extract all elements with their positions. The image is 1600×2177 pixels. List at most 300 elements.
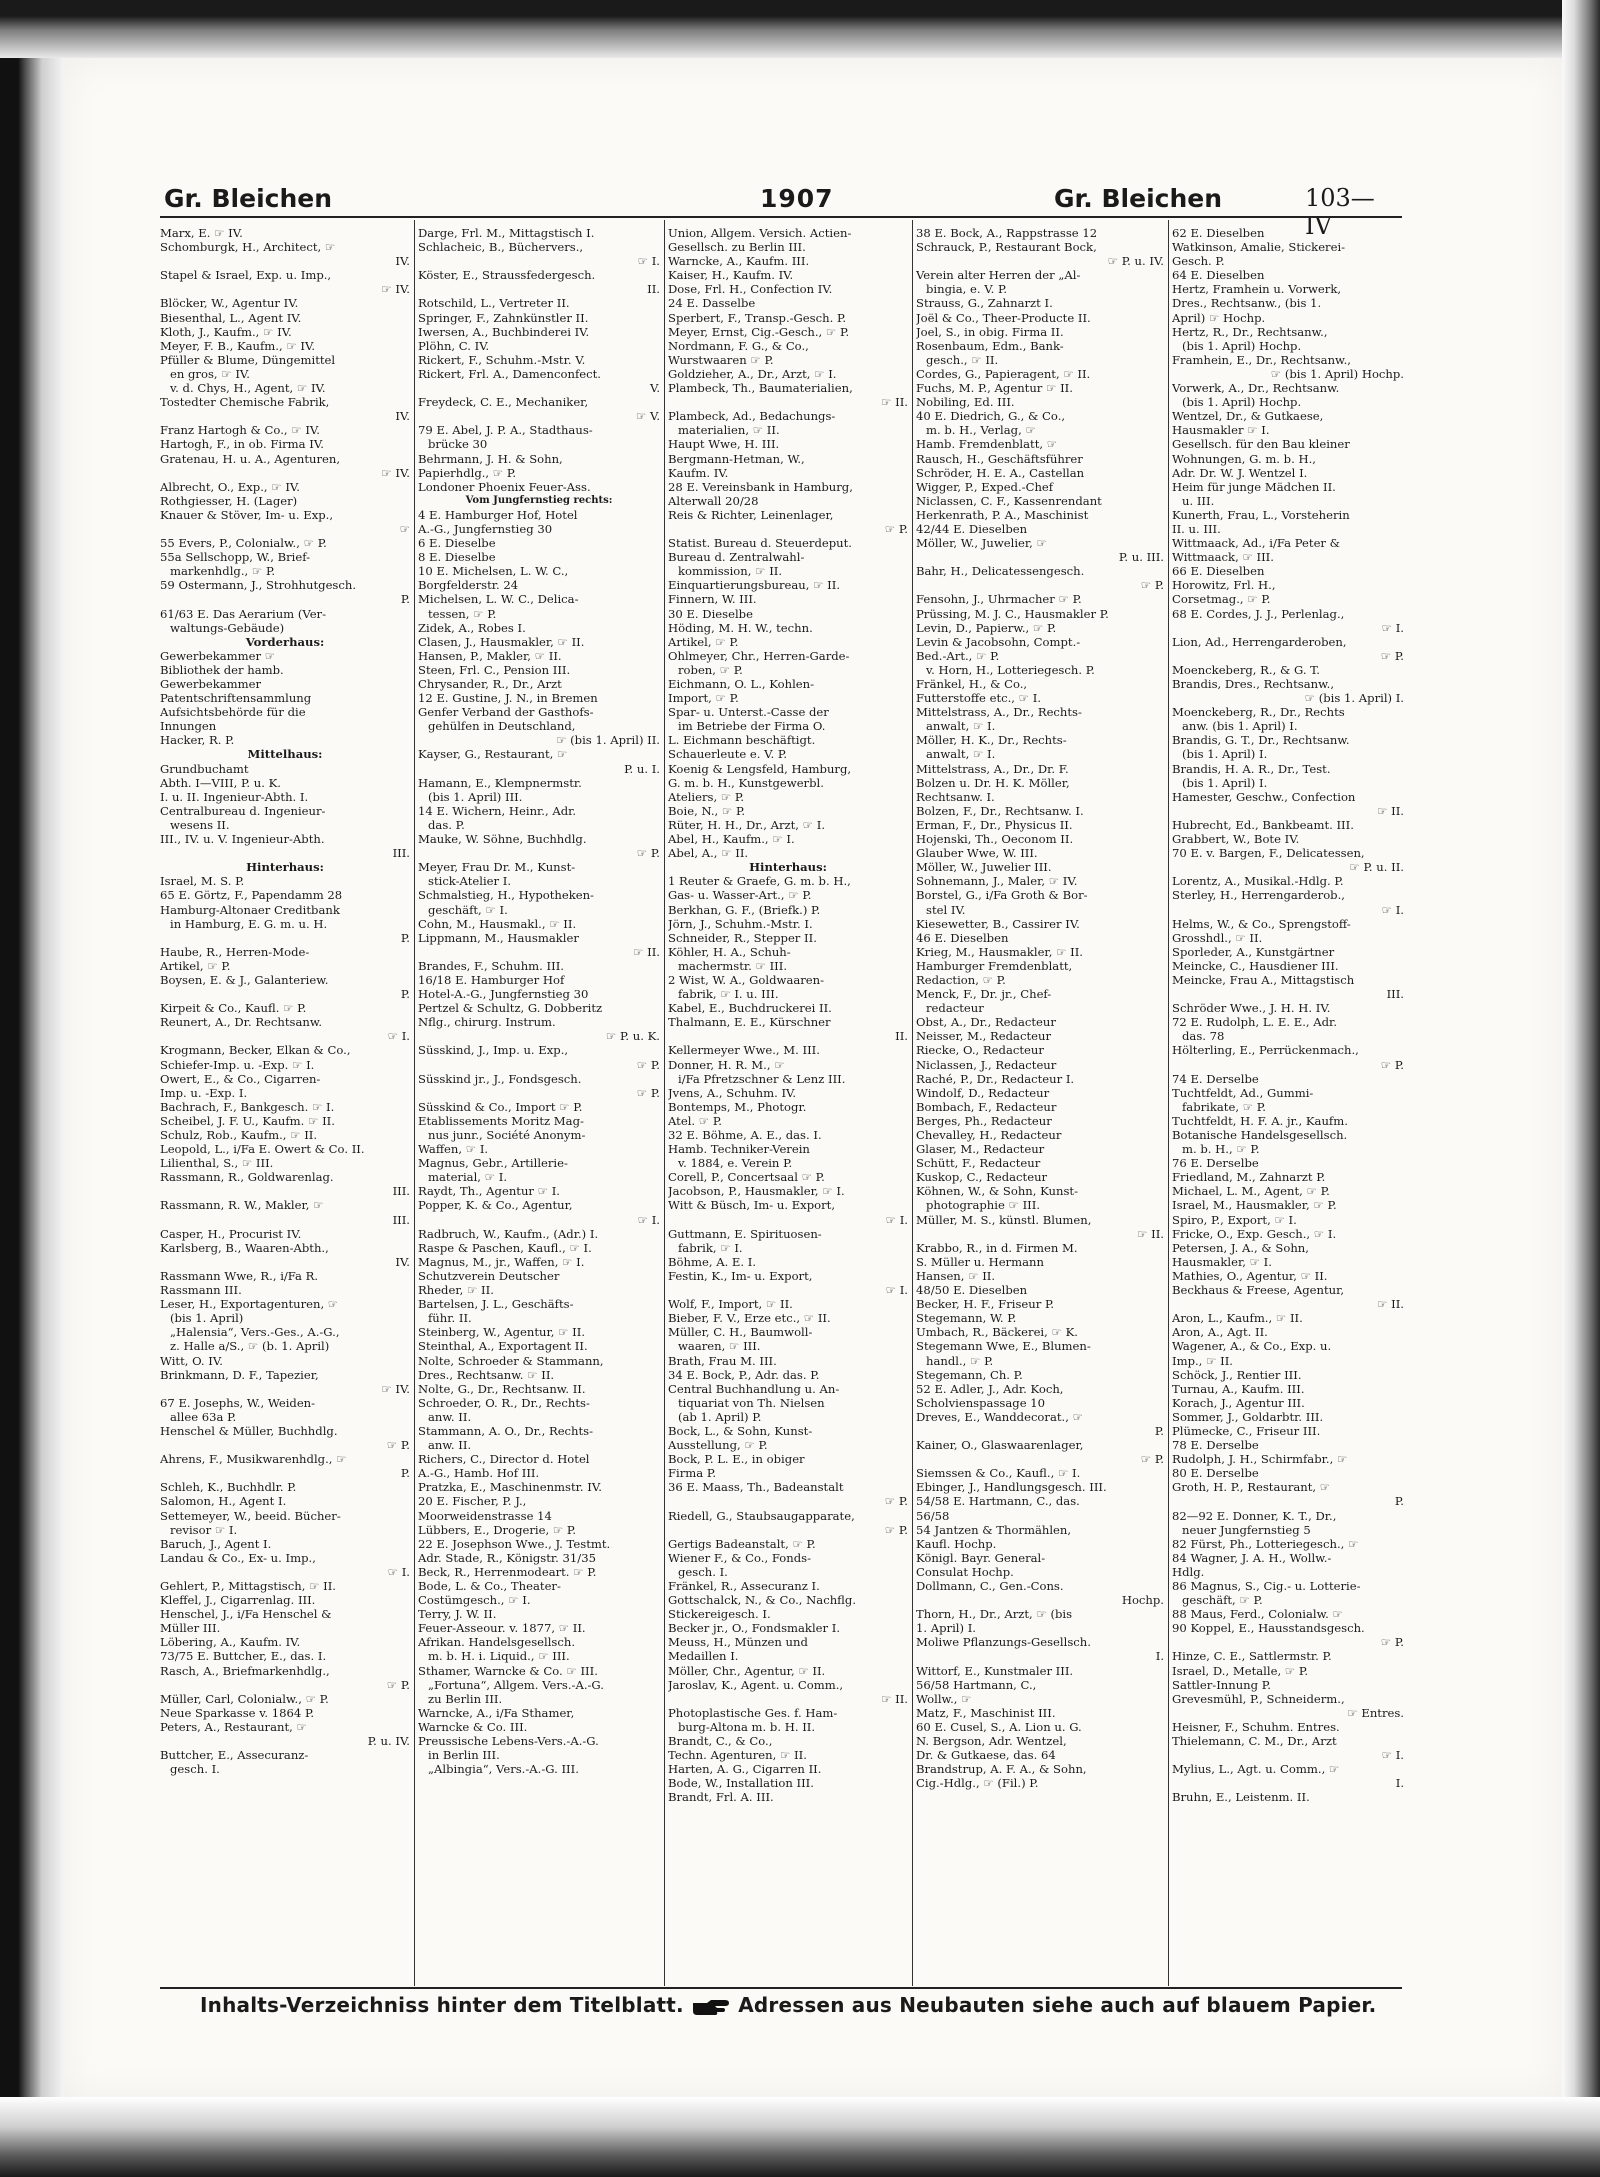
directory-line: Moenckeberg, R., & G. T. [1172, 662, 1320, 677]
directory-line: Brandstrup, A. F. A., & Sohn, [916, 1762, 1087, 1777]
directory-line: Rotschild, L., Vertreter II. [418, 296, 570, 311]
directory-line: Haube, R., Herren-Mode- [160, 944, 310, 959]
directory-line: Rickert, Frl. A., Damenconfect. [418, 366, 601, 381]
directory-line: ☞ P. [884, 1522, 908, 1537]
directory-line: 67 E. Josephs, W., Weiden- [160, 1395, 316, 1410]
directory-line: Hamburger Fremdenblatt, [916, 958, 1073, 973]
directory-line: Löbering, A., Kaufm. IV. [160, 1635, 301, 1650]
directory-line: Kloth, J., Kaufm., ☞ IV. [160, 324, 292, 339]
directory-line: waaren, ☞ III. [678, 1339, 761, 1354]
directory-line: 70 E. v. Bargen, F., Delicatessen, [1172, 846, 1365, 861]
directory-line: S. Müller u. Hermann [916, 1254, 1044, 1269]
directory-line: machermstr. ☞ III. [678, 958, 788, 973]
directory-line: anwalt, ☞ I. [926, 747, 996, 762]
directory-line: Behrmann, J. H. & Sohn, [418, 451, 563, 466]
directory-line: Schneider, R., Stepper II. [668, 930, 817, 945]
directory-line: Dollmann, C., Gen.-Cons. [916, 1579, 1064, 1593]
directory-line: Bartelsen, J. L., Geschäfts- [418, 1297, 574, 1312]
directory-line: Haupt Wwe, H. III. [668, 437, 780, 452]
directory-line: Firma P. [668, 1466, 717, 1481]
directory-line: Thielemann, C. M., Dr., Arzt [1172, 1734, 1337, 1749]
directory-line: Magnus, Gebr., Artillerie- [418, 1156, 568, 1171]
directory-line: Techn. Agenturen, ☞ II. [668, 1748, 807, 1763]
directory-line: Petersen, J. A., & Sohn, [1172, 1240, 1309, 1255]
directory-line: Jacobson, P., Hausmakler, ☞ I. [668, 1184, 845, 1199]
directory-line: ☞ [399, 521, 410, 536]
directory-line: Heisner, F., Schuhm. Entres. [1172, 1719, 1340, 1734]
directory-line: Adr. Dr. W. J. Wentzel I. [1172, 465, 1308, 480]
directory-line: Meuss, H., Münzen und [668, 1635, 808, 1650]
directory-line: Sohnemann, J., Maler, ☞ IV. [916, 874, 1078, 889]
directory-line: III. [1386, 987, 1404, 1002]
header-rule [160, 216, 1402, 218]
directory-line: 72 E. Rudolph, L. E. E., Adr. [1172, 1015, 1338, 1030]
directory-line: anwalt, ☞ I. [926, 719, 996, 734]
directory-line: Meincke, C., Hausdiener III. [1172, 958, 1339, 973]
directory-line: Abth. I—VIII, P. u. K. [160, 775, 281, 790]
directory-line: Stegemann, W. P. [916, 1311, 1017, 1326]
directory-line: Wigger, P., Exped.-Chef [916, 479, 1054, 494]
directory-line: Süsskind, J., Imp. u. Exp., [418, 1043, 569, 1058]
directory-line: Meyer, Frau Dr. M., Kunst- [418, 860, 576, 875]
directory-line: Israel, M., Hausmakler, ☞ P. [1172, 1198, 1337, 1213]
directory-line: geschäft, ☞ I. [428, 902, 508, 917]
directory-line: Raydt, Th., Agentur ☞ I. [418, 1184, 560, 1199]
directory-line: Moorweidenstrasse 14 [418, 1508, 552, 1523]
directory-line: 28 E. Vereinsbank in Hamburg, [668, 479, 853, 494]
directory-line: material, ☞ I. [428, 1170, 508, 1185]
directory-line: Nordmann, F. G., & Co., [668, 338, 809, 353]
directory-line: Sporleder, A., Kunstgärtner [1172, 944, 1335, 959]
directory-line: (bis 1. April) Hochp. [1182, 338, 1302, 353]
directory-line: Ebinger, J., Handlungsgesch. III. [916, 1480, 1107, 1495]
directory-line: Leopold, L., i/Fa E. Owert & Co. II. [160, 1142, 365, 1157]
directory-line: Centralbureau d. Ingenieur- [160, 803, 326, 818]
directory-line: Baruch, J., Agent I. [160, 1536, 272, 1551]
directory-line: ☞ P. u. K. [605, 1029, 660, 1044]
directory-line: Raspe & Paschen, Kaufl., ☞ I. [418, 1240, 592, 1255]
directory-line: Steinthal, A., Exportagent II. [418, 1339, 588, 1354]
directory-line: P. u. I. [624, 761, 660, 776]
directory-line: 90 Koppel, E., Hausstandsgesch. [1172, 1621, 1365, 1636]
directory-line: revisor ☞ I. [170, 1522, 238, 1537]
directory-line: Innungen [160, 719, 217, 734]
directory-line: G. m. b. H., Kunstgewerbl. [668, 775, 824, 790]
directory-line: Marx, E. ☞ IV. [160, 226, 243, 240]
directory-line: Levin & Jacobsohn, Compt.- [916, 634, 1081, 649]
directory-line: Horowitz, Frl. H., [1172, 578, 1276, 593]
directory-line: Scholvienspassage 10 [916, 1395, 1045, 1410]
directory-line: Michelsen, L. W. C., Delica- [418, 592, 579, 607]
directory-line: P. u. III. [1118, 550, 1164, 565]
header-page-number: 103—IV [1305, 184, 1375, 240]
directory-line: Bode, W., Installation III. [668, 1776, 814, 1791]
directory-line: Hamb. Fremdenblatt, ☞ [916, 437, 1058, 452]
directory-line: ☞ I. [1381, 620, 1404, 635]
directory-line: Nflg., chirurg. Instrum. [418, 1015, 556, 1030]
directory-line: 54 Jantzen & Thormählen, [916, 1522, 1072, 1537]
directory-line: ☞ I. [1381, 1748, 1404, 1763]
directory-line: Mathies, O., Agentur, ☞ II. [1172, 1268, 1328, 1283]
directory-line: Preussische Lebens-Vers.-A.-G. [418, 1734, 599, 1749]
directory-line: ☞ P. [636, 846, 660, 861]
directory-line: Hochp. [1121, 1593, 1164, 1608]
directory-line: Kaufm. IV. [668, 465, 729, 480]
directory-line: Afrikan. Handelsgesellsch. [418, 1635, 576, 1650]
directory-line: brücke 30 [428, 437, 488, 452]
directory-line: Rassmann Wwe, R., i/Fa R. [160, 1268, 319, 1283]
directory-line: ☞ P. [386, 1677, 410, 1692]
directory-line: Eichmann, O. L., Kohlen- [668, 677, 815, 691]
directory-line: III. [392, 1212, 410, 1227]
directory-line: 54/58 E. Hartmann, C., das. [916, 1494, 1080, 1509]
directory-line: Kaiser, H., Kaufm. IV. [668, 268, 794, 283]
directory-line: 74 E. Derselbe [1172, 1071, 1259, 1086]
directory-line: Alterwall 20/28 [668, 493, 759, 508]
directory-line: 60 E. Cusel, S., A. Lion u. G. [916, 1719, 1082, 1734]
directory-line: ☞ I. [387, 1564, 410, 1579]
directory-line: Koenig & Lengsfeld, Hamburg, [668, 761, 852, 776]
directory-line: Guttmann, E. Spirituosen- [668, 1226, 822, 1241]
directory-line: Brandt, C., & Co., [668, 1734, 773, 1749]
directory-line: Artikel, ☞ P. [160, 958, 231, 973]
directory-line: ☞ P. [1380, 1635, 1404, 1650]
directory-line: (bis 1. April) I. [1182, 775, 1268, 790]
directory-line: 86 Magnus, S., Cig.- u. Lotterie- [1172, 1579, 1361, 1593]
directory-line: Mauke, W. Söhne, Buchhdlg. [418, 832, 587, 847]
directory-line: roben, ☞ P. [678, 662, 743, 677]
directory-line: Riecke, O., Redacteur [916, 1043, 1044, 1058]
directory-line: Bureau d. Zentralwahl- [668, 550, 805, 565]
directory-line: Jörn, J., Schuhm.-Mstr. I. [668, 916, 813, 931]
directory-line: 73/75 E. Buttcher, E., das. I. [160, 1649, 327, 1664]
directory-line: Boysen, E. & J., Galanteriew. [160, 972, 329, 987]
directory-line: geschäft, ☞ P. [1182, 1593, 1263, 1608]
scan-border-bottom [0, 2097, 1600, 2177]
directory-line: IV. [395, 1254, 410, 1269]
directory-line: m. b. H., Verlag, ☞ [926, 423, 1036, 438]
directory-line: Cig.-Hdlg., ☞ (Fil.) P. [916, 1776, 1039, 1791]
directory-line: Pertzel & Schultz, G. Dobberitz [418, 1001, 603, 1016]
directory-line: 20 E. Fischer, P. J., [418, 1494, 527, 1509]
directory-line: Etablissements Moritz Mag- [418, 1113, 584, 1128]
directory-line: I. [1155, 1649, 1164, 1664]
directory-line: ☞ I. [885, 1283, 908, 1298]
directory-line: Matz, F., Maschinist III. [916, 1705, 1056, 1720]
directory-line: Neue Sparkasse v. 1864 P. [160, 1705, 315, 1720]
directory-line: Dreves, E., Wanddecorat., ☞ [916, 1409, 1083, 1424]
directory-line: Gottschalck, N., & Co., Nachflg. [668, 1593, 857, 1608]
directory-line: Glauber Wwe, W. III. [916, 846, 1038, 861]
directory-line: Bock, P. L. E., in obiger [668, 1452, 805, 1467]
directory-line: Hdlg. [1172, 1564, 1205, 1579]
directory-line: ☞ P. [884, 1494, 908, 1509]
directory-line: Hausmakler ☞ I. [1172, 423, 1270, 438]
directory-line: Artikel, ☞ P. [668, 634, 739, 649]
directory-line: Abel, H., Kaufm., ☞ I. [668, 832, 795, 847]
directory-line: Mittelhaus: [247, 747, 323, 762]
directory-line: Reis & Richter, Leinenlager, [668, 507, 834, 522]
directory-line: N. Bergson, Adr. Wentzel, [916, 1734, 1067, 1749]
directory-line: Plambeck, Th., Baumaterialien, [668, 381, 853, 396]
directory-line: Raché, P., Dr., Redacteur I. [916, 1071, 1075, 1086]
directory-line: ☞ IV. [381, 1381, 410, 1396]
directory-line: Scheibel, J. F. U., Kaufm. ☞ II. [160, 1113, 335, 1128]
directory-line: Iwersen, A., Buchbinderei IV. [418, 324, 590, 339]
directory-line: ☞ P. [1380, 1057, 1404, 1072]
directory-line: Costümgesch., ☞ I. [418, 1593, 531, 1608]
directory-line: Stapel & Israel, Exp. u. Imp., [160, 268, 332, 283]
directory-line: 82—92 E. Donner, K. T., Dr., [1172, 1508, 1337, 1523]
directory-line: 56/58 [916, 1508, 950, 1523]
directory-line: Richers, C., Director d. Hotel [418, 1452, 590, 1467]
directory-line: Bibliothek der hamb. [160, 662, 284, 677]
directory-line: Casper, H., Procurist IV. [160, 1226, 302, 1241]
directory-line: Wolf, F., Import, ☞ II. [668, 1297, 793, 1312]
directory-line: Henschel & Müller, Buchhdlg. [160, 1423, 338, 1438]
header-year: 1907 [760, 184, 834, 213]
directory-line: Thalmann, E. E., Kürschner [668, 1015, 831, 1030]
column-divider [664, 220, 665, 1986]
directory-line: Patentschriftensammlung [160, 691, 312, 706]
directory-line: Springer, F., Zahnkünstler II. [418, 310, 589, 325]
directory-line: Brath, Frau M. III. [668, 1353, 777, 1368]
directory-line: ☞ V. [635, 409, 660, 424]
directory-line: Süsskind & Co., Import ☞ P. [418, 1099, 583, 1114]
directory-line: Aron, A., Agt. II. [1172, 1325, 1268, 1340]
directory-line: Atel. ☞ P. [668, 1113, 722, 1128]
directory-line: Thorn, H., Dr., Arzt, ☞ (bis [916, 1607, 1073, 1622]
directory-line: Wagener, A., & Co., Exp. u. [1172, 1339, 1332, 1354]
directory-line: Rassmann, R. W., Makler, ☞ [160, 1198, 324, 1213]
directory-line: Landau & Co., Ex- u. Imp., [160, 1550, 316, 1565]
directory-line: Wurstwaaren ☞ P. [668, 352, 774, 367]
directory-line: Brandis, Dres., Rechtsanw., [1172, 677, 1335, 691]
directory-line: 55a Sellschopp, W., Brief- [160, 550, 311, 565]
directory-line: Rheder, ☞ II. [418, 1283, 494, 1298]
directory-line: Levin, D., Papierw., ☞ P. [916, 620, 1057, 635]
directory-line: Witt, O. IV. [160, 1353, 223, 1368]
directory-line: Dose, Frl. H., Confection IV. [668, 282, 833, 297]
directory-line: 30 E. Dieselbe [668, 606, 753, 621]
directory-line: 64 E. Dieselben [1172, 268, 1265, 283]
directory-line: Schulz, Rob., Kaufm., ☞ II. [160, 1128, 318, 1142]
directory-line: Buttcher, E., Assecuranz- [160, 1748, 309, 1763]
directory-line: Köhler, H. A., Schuh- [668, 944, 791, 959]
directory-line: Kiesewetter, B., Cassirer IV. [916, 916, 1080, 931]
directory-line: Kaufl. Hochp. [916, 1536, 997, 1551]
directory-line: Wentzel, Dr., & Gutkaese, [1172, 409, 1324, 424]
directory-line: Clasen, J., Hausmakler, ☞ II. [418, 634, 585, 649]
directory-line: Gehlert, P., Mittagstisch, ☞ II. [160, 1579, 336, 1593]
directory-line: anw. II. [428, 1438, 472, 1453]
directory-line: ☞ II. [633, 944, 660, 959]
directory-line: Fuchs, M. P., Agentur ☞ II. [916, 381, 1073, 396]
directory-line: Israel, M. S. P. [160, 874, 245, 889]
directory-line: Adr. Stade, R., Königstr. 31/35 [418, 1550, 596, 1565]
directory-line: ☞ II. [1377, 803, 1404, 818]
directory-line: fabrikate, ☞ P. [1182, 1099, 1266, 1114]
directory-line: Plöhn, C. IV. [418, 338, 490, 353]
directory-line: Brandt, Frl. A. III. [668, 1790, 774, 1805]
directory-line: zu Berlin III. [428, 1691, 503, 1706]
directory-line: Magnus, M., jr., Waffen, ☞ I. [418, 1254, 585, 1269]
directory-line: wesens II. [170, 817, 230, 832]
directory-line: Rassmann III. [160, 1283, 242, 1298]
directory-line: Strauss, G., Zahnarzt I. [916, 296, 1053, 311]
directory-line: 1. April) I. [916, 1621, 976, 1636]
directory-line: Prüssing, M. J. C., Hausmakler P. [916, 606, 1109, 621]
directory-line: Böhme, A. E. I. [668, 1254, 757, 1269]
directory-line: ☞ Entres. [1347, 1705, 1404, 1720]
directory-line: Borstel, G., i/Fa Groth & Bor- [916, 888, 1088, 903]
directory-line: Radbruch, W., Kaufm., (Adr.) I. [418, 1226, 599, 1241]
directory-line: Hölterling, E., Perrückenmach., [1172, 1043, 1359, 1058]
directory-line: Hojenski, Th., Oeconom II. [916, 832, 1074, 847]
directory-line: Möller, Chr., Agentur, ☞ II. [668, 1663, 826, 1678]
directory-line: Terry, J. W. II. [418, 1607, 497, 1622]
directory-line: Kleffel, J., Cigarrenlag. III. [160, 1593, 316, 1608]
directory-line: ☞ (bis 1. April) I. [1304, 691, 1404, 706]
directory-line: (bis 1. April) I. [1182, 747, 1268, 762]
directory-line: Beckhaus & Freese, Agentur, [1172, 1283, 1345, 1298]
directory-line: III. [392, 1184, 410, 1199]
directory-line: Mittelstrass, A., Dr., Dr. F. [916, 761, 1069, 776]
directory-line: ☞ P. [1380, 648, 1404, 663]
directory-line: Sattler-Innung P. [1172, 1677, 1271, 1692]
directory-line: Joel, S., in obig. Firma II. [916, 324, 1064, 339]
directory-line: Müller III. [160, 1621, 221, 1636]
directory-line: Rudolph, J. H., Schirmfabr., ☞ [1172, 1452, 1348, 1467]
directory-line: Möller, W., Juwelier, ☞ [916, 536, 1047, 551]
directory-line: m. b. H., ☞ P. [1182, 1142, 1260, 1157]
directory-line: Framhein, E., Dr., Rechtsanw., [1172, 352, 1351, 367]
column-divider [414, 220, 415, 1986]
directory-line: Schutzverein Deutscher [418, 1268, 560, 1283]
directory-line: Corell, P., Concertsaal ☞ P. [668, 1170, 825, 1185]
directory-line: 24 E. Dasselbe [668, 296, 756, 311]
footer-new-buildings-note: Adressen aus Neubauten siehe auch auf blauem Papier. [738, 1993, 1377, 2017]
directory-line: Steen, Frl. C., Pension III. [418, 662, 571, 677]
directory-line: 2 Wist, W. A., Goldwaaren- [668, 972, 825, 987]
directory-line: Schroeder, O. R., Dr., Rechts- [418, 1395, 590, 1410]
directory-line: Sperbert, F., Transp.-Gesch. P. [668, 310, 847, 325]
directory-line: ☞ P. [1140, 578, 1164, 593]
directory-line: Redaction, ☞ P. [916, 972, 1006, 987]
directory-line: Brandis, G. T., Dr., Rechtsanw. [1172, 733, 1350, 748]
directory-line: Hubrecht, Ed., Bankbeamt. III. [1172, 817, 1354, 832]
directory-line: „Halensia“, Vers.-Ges., A.-G., [170, 1325, 340, 1340]
directory-line: Menck, F., Dr. jr., Chef- [916, 987, 1052, 1002]
directory-line: 78 E. Derselbe [1172, 1438, 1259, 1453]
directory-line: 38 E. Bock, A., Rappstrasse 12 [916, 226, 1098, 240]
directory-line: Michael, L. M., Agent, ☞ P. [1172, 1184, 1330, 1199]
directory-line: 79 E. Abel, J. P. A., Stadthaus- [418, 423, 593, 438]
directory-line: Gas- u. Wasser-Art., ☞ P. [668, 888, 812, 903]
directory-line: P. u. IV. [367, 1734, 410, 1749]
directory-line: Bode, L. & Co., Theater- [418, 1579, 561, 1593]
directory-line: Central Buchhandlung u. An- [668, 1381, 840, 1396]
directory-line: Hertz, R., Dr., Rechtsanw., [1172, 324, 1328, 339]
directory-line: Turnau, A., Kaufm. III. [1172, 1381, 1305, 1396]
directory-line: II. [647, 282, 660, 297]
directory-line: ☞ I. [637, 254, 660, 269]
directory-line: 52 E. Adler, J., Adr. Koch, [916, 1381, 1064, 1396]
directory-line: Bahr, H., Delicatessengesch. [916, 564, 1085, 579]
directory-line: Pfüller & Blume, Düngemittel [160, 352, 336, 367]
directory-line: Reunert, A., Dr. Rechtsanw. [160, 1015, 323, 1030]
directory-line: Mittelstrass, A., Dr., Rechts- [916, 705, 1082, 720]
directory-line: Bolzen u. Dr. H. K. Möller, [916, 775, 1070, 790]
directory-line: Berkhan, G. F., (Briefk.) P. [668, 902, 821, 917]
directory-line: Hamburg-Altonaer Creditbank [160, 902, 340, 917]
directory-line: I. [1395, 1776, 1404, 1791]
directory-line: Albrecht, O., Exp., ☞ IV. [160, 479, 300, 494]
directory-line: Stegemann, Ch. P. [916, 1367, 1023, 1382]
directory-line: Sthamer, Warncke & Co. ☞ III. [418, 1663, 598, 1678]
directory-line: IV. [395, 254, 410, 269]
directory-line: A.-G., Jungfernstieg 30 [418, 521, 553, 536]
directory-line: Schomburgk, H., Architect, ☞ [160, 240, 336, 255]
directory-line: 34 E. Bock, P., Adr. das. P. [668, 1367, 820, 1382]
directory-line: Vom Jungfernstieg rechts: [465, 494, 613, 506]
directory-line: Krogmann, Becker, Elkan & Co., [160, 1043, 351, 1058]
directory-line: waltungs-Gebäude) [170, 620, 285, 635]
directory-line: Siemssen & Co., Kaufl., ☞ I. [916, 1466, 1081, 1481]
column-divider [912, 220, 913, 1986]
directory-line: Berges, Ph., Redacteur [916, 1113, 1052, 1128]
directory-line: ☞ P. [1140, 1452, 1164, 1467]
directory-line: ☞ I. [885, 1212, 908, 1227]
directory-line: Darge, Frl. M., Mittagstisch I. [418, 226, 595, 240]
directory-line: Owert, E., & Co., Cigarren- [160, 1071, 321, 1086]
directory-line: Warncke, A., i/Fa Sthamer, [418, 1705, 575, 1720]
directory-line: (bis 1. April) Hochp. [1182, 395, 1302, 410]
directory-line: Jaroslav, K., Agent. u. Comm., [668, 1677, 844, 1692]
directory-line: Harten, A. G., Cigarren II. [668, 1762, 822, 1777]
directory-line: v. Horn, H., Lotteriegesch. P. [926, 662, 1095, 677]
directory-line: Ateliers, ☞ P. [668, 789, 745, 804]
directory-line: Consulat Hochp. [916, 1564, 1014, 1579]
directory-column-2 [418, 226, 660, 1984]
directory-line: Schlacheic, B., Büchervers., [418, 240, 584, 255]
directory-line: burg-Altona m. b. H. II. [678, 1719, 816, 1734]
directory-line: v. 1884, e. Verein P. [678, 1156, 793, 1171]
directory-line: Hamann, E., Klempnermstr. [418, 775, 582, 790]
directory-line: Rickert, F., Schuhm.-Mstr. V. [418, 352, 586, 367]
directory-line: Knauer & Stöver, Im- u. Exp., [160, 507, 334, 522]
directory-line: Einquartierungsbureau, ☞ II. [668, 578, 841, 593]
directory-line: Rassmann, R., Goldwarenlag. [160, 1170, 334, 1185]
directory-line: Stickereigesch. I. [668, 1607, 771, 1622]
directory-line: redacteur [926, 1001, 984, 1016]
directory-line: ☞ I. [637, 1212, 660, 1227]
directory-line: Photoplastische Ges. f. Ham- [668, 1705, 838, 1720]
directory-line: Zidek, A., Robes I. [418, 620, 526, 635]
directory-line: Blöcker, W., Agentur IV. [160, 296, 299, 311]
directory-line: ☞ P. u. II. [1349, 860, 1404, 875]
directory-line: Vorwerk, A., Dr., Rechtsanw. [1172, 381, 1340, 396]
directory-line: Joël & Co., Theer-Producte II. [916, 310, 1091, 325]
directory-line: ☞ P. [636, 1085, 660, 1100]
directory-line: Meincke, Frau A., Mittagstisch [1172, 972, 1355, 987]
directory-line: Hinterhaus: [246, 860, 324, 875]
directory-line: Hamester, Geschw., Confection [1172, 789, 1356, 804]
directory-line: Nolte, Schroeder & Stammann, [418, 1353, 604, 1368]
directory-line: fabrik, ☞ I. [678, 1240, 743, 1255]
directory-line: das. P. [428, 817, 465, 832]
directory-column-3 [668, 226, 908, 1984]
